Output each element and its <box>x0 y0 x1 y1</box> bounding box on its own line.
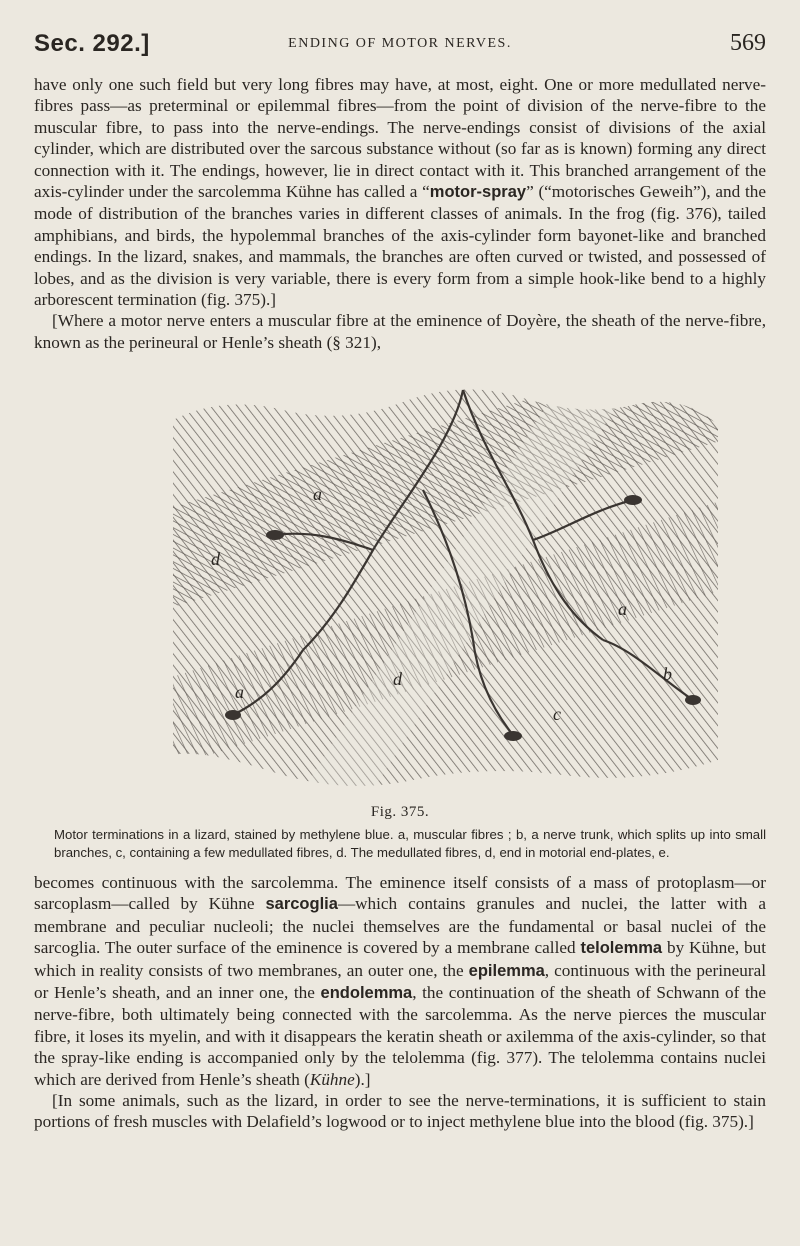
figure-letter-d-2: d <box>393 669 402 689</box>
paragraph-3-part-c: by Kühne, but which in reality consists of two membranes, an outer one, the <box>34 938 766 980</box>
figure-letter-a-3: a <box>618 599 627 619</box>
paragraph-1-part-b: ” (“motorisches Geweih”), and the mode of distribution of the branches varies in different classes of animals. In the frog (fig. 376), tailed amphibians, and birds, the hypolemmal branches of the axis-cylinder form bayonet-like and branched endings. In the lizard, snakes, and mammals, the branches are often curved or twisted, and possessed of lobes, and as the division is very variable, there is every form from a simple hook-like bend to a highly arborescent termination (fig. 375).] <box>34 182 766 310</box>
paragraph-3-part-a: becomes continuous with the sarcolemma. The eminence itself consists of a mass of protoplasm—or sarcoplasm—called by Kühne <box>34 873 766 914</box>
paragraph-1 <box>34 74 766 310</box>
page-number: 569 <box>730 30 766 56</box>
term-epilemma: epilemma <box>468 961 545 980</box>
paragraph-3-part-d: , continuous with the perineural or Henle’s sheath, and an inner one, the <box>34 960 766 1003</box>
term-motor-spray: motor-spray <box>429 183 527 202</box>
author-kuhne: Kühne <box>309 1069 355 1089</box>
figure-letter-a-2: a <box>313 484 322 504</box>
figure-375-illustration <box>163 380 723 790</box>
paragraph-2: [Where a motor nerve enters a muscular fibre at the eminence of Doyère, the sheath of the nerve-fibre, known as the perineural or Henle’s sheath (§ 321), <box>34 311 766 352</box>
paragraph-3-part-b: —which contains granules and nuclei, the latter with a membrane and peculiar nucleoli; the nuclei themselves are the fundamental or basal nuclei of the sarcoglia. The outer surface of the eminence is covered by a membrane called <box>34 894 767 958</box>
running-head <box>34 30 766 70</box>
term-sarcoglia: sarcoglia <box>265 895 338 914</box>
term-endolemma: endolemma <box>320 984 413 1003</box>
section-number: Sec. 292.] <box>34 30 150 57</box>
term-telolemma: telolemma <box>580 939 663 958</box>
figure-letter-d: d <box>211 549 220 569</box>
figure-label: Fig. 375. <box>370 804 430 820</box>
figure-letter-b: b <box>663 664 672 684</box>
engraving-muscle-fibres <box>163 380 723 790</box>
chapter-title: ENDING OF MOTOR NERVES. <box>288 36 512 51</box>
figure-caption: Motor terminations in a lizard, stained by methylene blue. a, muscular fibres ; b, a nerve trunk, which splits up into small branches, c, containing a few medullated fibres, d. The medullated fibres, d, end in motorial end-plates, e. <box>54 827 766 860</box>
paragraph-1-part-a: have only one such field but very long fibres may have, at most, eight. One or more medullated nerve-fibres pass—as preterminal or epilemmal fibres—from the point of division of the nerve-fibre to the muscular fibre, to pass into the nerve-endings. The nerve-endings consist of divisions of the axial cylinder, which are distributed over the sarcous substance without (so far as is known) forming any direct connection with it. The endings, however, lie in direct contact with it. This branched arrangement of the axis-cylinder under the sarcolemma Kühne has called a “ <box>34 75 766 202</box>
bottom-text-block <box>34 872 766 1133</box>
paragraph-3 <box>34 872 766 1090</box>
paragraph-3-part-f: ).] <box>354 1069 371 1089</box>
paragraph-4: [In some animals, such as the lizard, in order to see the nerve-terminations, it is sufficient to stain portions of fresh muscles with Delafield’s logwood or to inject methylene blue into the blood (fig. 375).] <box>34 1091 766 1132</box>
top-text-block <box>34 74 766 353</box>
figure-letter-c: c <box>553 704 561 724</box>
paragraph-3-part-e: , the continuation of the sheath of Schwann of the nerve-fibre, both ultimately being connected with the sarcolemma. As the nerve pierces the muscular fibre, it loses its myelin, and with it disappears the keratin sheath or axilemma of the axis-cylinder, so that the spray-like ending is accompanied only by the telolemma (fig. 377). The telolemma contains nuclei which are derived from Henle’s sheath ( <box>34 983 766 1089</box>
figure-letter-a: a <box>235 682 244 702</box>
